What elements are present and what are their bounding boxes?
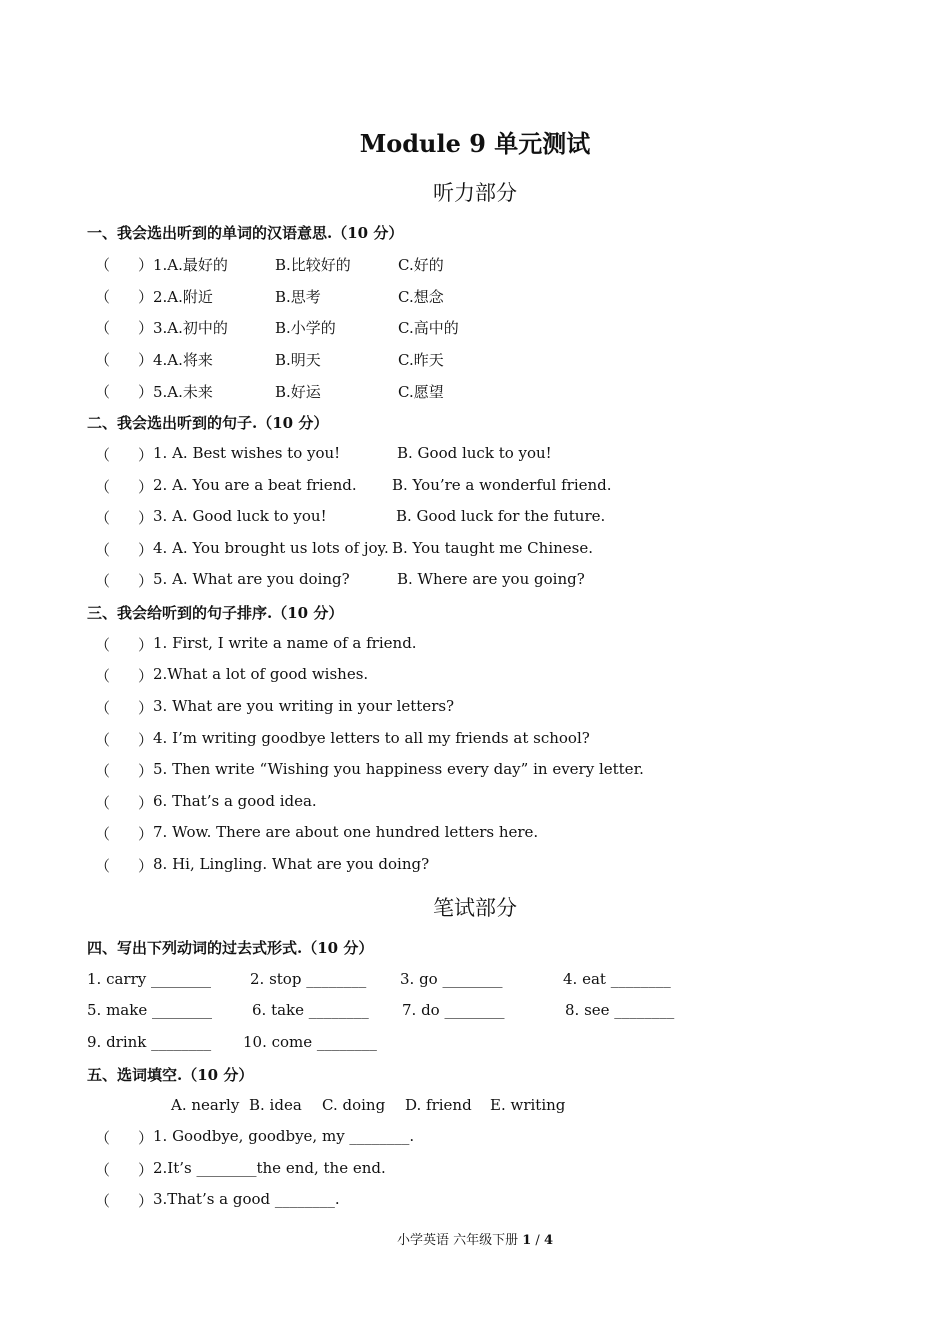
writing-heading: 笔试部分 — [433, 896, 517, 920]
document-page: Module 9 单元测试 听力部分 一、我会选出听到的单词的汉语意思.（10 分） （ ） 1.A.最好的 B.比较好的 C.好的 （ ） 2.A.附近 B.思考 C.想念 （ ） 3.A.初中的 B.小学的 C.高中的 （ ） 4.A.将来 B.明天 C.昨天 （ ） 5.A.未来 B.好运 C.愿望 二、我会选出听到的句子.（10 分） （ ） 1. A. Best wishes to you! B. Good luck to you! （ ） 2. A. You are a beat friend. B. You’re a wonderful friend. （ ） 3. A. Good luck to you! B. Good luck for the future. （ ） 4. A. You brought us lots of joy. B. You taught me Chinese. （ ） 5. A. What are you doing? B. Where are you going? 三、我会给听到的句子排序.（10 分） （ ） 1. First, I write a name of a friend. （ ） 2.What a lot of good wishes. （ ） 3. What are you writing in your letters? （ ） 4. I’m writing goodbye letters to all my friends at school? （ ） 5. Then write “Wishing you happiness every day” in every letter. （ ） 6. That’s a good idea. （ ） 7. Wow. There are about one hundred letters here. （ ） 8. Hi, Lingling. What are you doing? 笔试部分 四、写出下列动词的过去式形式.（10 分） 1. carry ________ 2. stop ________ 3. go ________ 4. eat ________ 5. make ________ 6. take ________ 7. do ________ 8. see ________ 9. drink ________ 10. come ________ 五、选词填空.（10 分） A. nearly B. idea C. doing D. friend E. writing （ ） 1. Goodbye, goodbye, my ________. （ ） 2.It’s ________the end, the end. （ ） 3.That’s a good ________. 小学英语 六年级下册 1 / 4 — [0, 0, 950, 1344]
page-footer: 小学英语 六年级下册 1 / 4 — [396, 1233, 553, 1248]
section1-heading: 一、我会选出听到的单词的汉语意思.（10 分） — [87, 224, 404, 242]
listening-heading: 听力部分 — [433, 181, 517, 205]
section2-heading: 二、我会选出听到的句子.（10 分） — [87, 414, 329, 432]
section5-heading: 五、选词填空.（10 分） — [87, 1066, 254, 1084]
page-total: 4 — [543, 1233, 553, 1248]
page-title: Module 9 单元测试 — [359, 129, 591, 158]
section3-heading: 三、我会给听到的句子排序.（10 分） — [87, 604, 344, 622]
page-number: 1 — [522, 1233, 532, 1248]
section4-heading: 四、写出下列动词的过去式形式.（10 分） — [87, 939, 374, 957]
